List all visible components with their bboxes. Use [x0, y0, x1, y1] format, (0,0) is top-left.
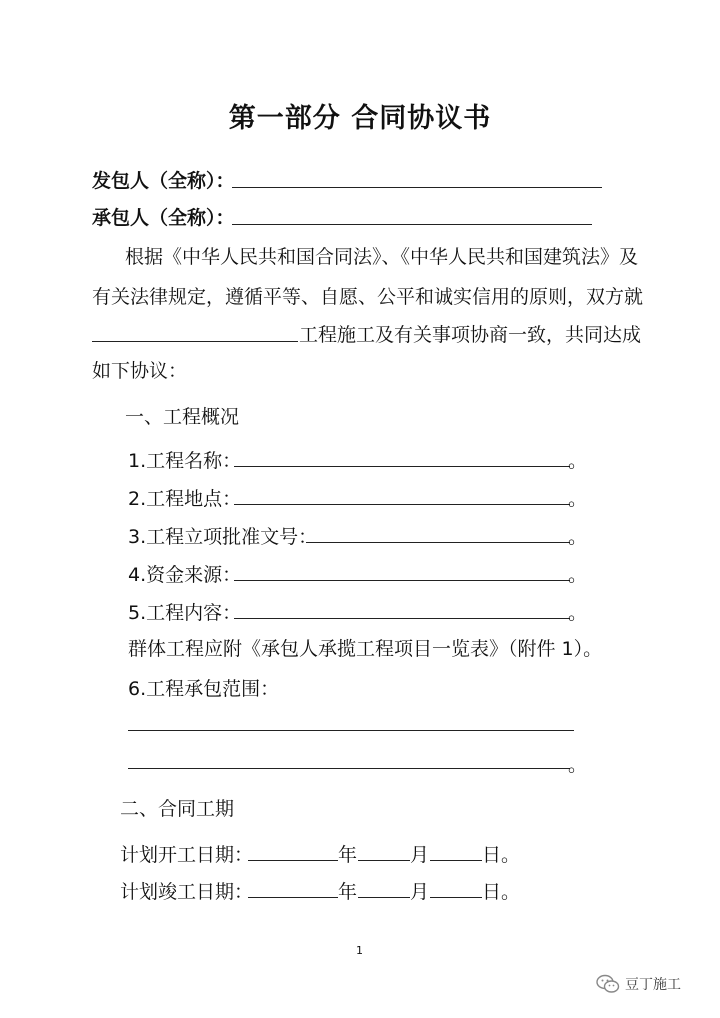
- scope-field-line-2[interactable]: [128, 768, 570, 769]
- employer-label: 发包人（全称）：: [92, 170, 235, 192]
- project-name-field[interactable]: [234, 466, 570, 467]
- start-month-field[interactable]: [358, 860, 410, 861]
- item-label: 5.工程内容：: [128, 602, 242, 624]
- item-label: 4.资金来源：: [128, 564, 242, 586]
- scope-end-mark: 。: [568, 754, 588, 776]
- section1-heading: 一、工程概况: [125, 406, 240, 428]
- intro-line-2: 有关法律规定，遵循平等、自愿、公平和诚实信用的原则，双方就: [92, 286, 644, 308]
- group-project-note: 群体工程应附《承包人承揽工程项目一览表》（附件 1）。: [128, 638, 603, 660]
- year-label: 年: [338, 844, 358, 866]
- project-content-field[interactable]: [234, 618, 570, 619]
- item-end-mark: 。: [568, 564, 588, 586]
- page-title: 第一部分 合同协议书: [228, 103, 492, 134]
- page-number: 1: [356, 944, 363, 957]
- finish-day-field[interactable]: [430, 897, 482, 898]
- project-location-field[interactable]: [234, 504, 570, 505]
- scope-label: 6.工程承包范围：: [128, 678, 280, 700]
- project-name-blank[interactable]: [92, 341, 298, 342]
- month-label: 月: [410, 844, 430, 866]
- item-end-mark: 。: [568, 526, 588, 548]
- month-label: 月: [410, 881, 430, 903]
- scope-field-line-1[interactable]: [128, 730, 574, 731]
- intro-line-4: 如下协议：: [92, 360, 188, 382]
- day-label: 日。: [482, 844, 521, 866]
- item-end-mark: 。: [568, 488, 588, 510]
- start-year-field[interactable]: [248, 860, 338, 861]
- finish-month-field[interactable]: [358, 897, 410, 898]
- contractor-label: 承包人（全称）：: [92, 207, 235, 229]
- day-label: 日。: [482, 881, 521, 903]
- item-end-mark: 。: [568, 602, 588, 624]
- watermark: [596, 974, 681, 994]
- item-label: 1.工程名称：: [128, 450, 242, 472]
- employer-name-field[interactable]: [232, 187, 602, 188]
- wechat-icon: [596, 974, 620, 994]
- funding-source-field[interactable]: [234, 580, 570, 581]
- intro-line-3: 工程施工及有关事项协商一致，共同达成: [299, 324, 642, 346]
- item-label: 3.工程立项批准文号：: [128, 526, 318, 548]
- contractor-name-field[interactable]: [232, 224, 592, 225]
- start-day-field[interactable]: [430, 860, 482, 861]
- year-label: 年: [338, 881, 358, 903]
- section2-heading: 二、合同工期: [120, 798, 235, 820]
- intro-line-1: 根据《中华人民共和国合同法》、《中华人民共和国建筑法》及: [125, 246, 639, 268]
- item-label: 2.工程地点：: [128, 488, 242, 510]
- start-date-label: 计划开工日期：: [120, 844, 254, 866]
- finish-date-label: 计划竣工日期：: [120, 881, 254, 903]
- watermark-text: 豆丁施工: [625, 977, 681, 993]
- finish-year-field[interactable]: [248, 897, 338, 898]
- item-end-mark: 。: [568, 450, 588, 472]
- approval-number-field[interactable]: [306, 542, 570, 543]
